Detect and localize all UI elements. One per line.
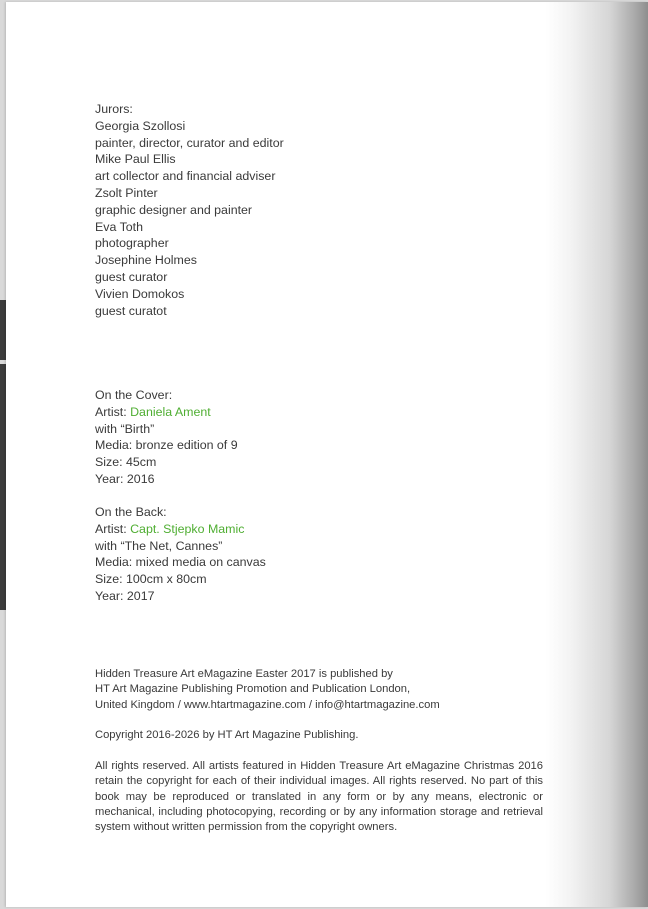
cover-artist — [95, 404, 545, 421]
publisher-line: United Kingdom / www.htartmagazine.com / info@htartmagazine.com — [95, 698, 440, 711]
juror-line: art collector and financial adviser — [95, 169, 276, 184]
back-artist-link[interactable]: Capt. Stjepko Mamic — [130, 521, 245, 536]
jurors-heading: Jurors: — [95, 102, 133, 116]
back-size: Size: 100cm x 80cm — [95, 572, 207, 587]
juror-line: photographer — [95, 236, 169, 251]
back-section — [95, 504, 545, 605]
cover-year: Year: 2016 — [95, 471, 155, 486]
back-title: with “The Net, Cannes” — [95, 538, 223, 553]
jurors-section — [95, 101, 545, 319]
artist-label: Artist: — [95, 404, 131, 419]
artist-label: Artist: — [95, 521, 131, 536]
cover-heading: On the Cover: — [95, 388, 173, 402]
back-year: Year: 2017 — [95, 588, 155, 603]
publisher-section — [95, 667, 545, 713]
cover-section — [95, 387, 545, 488]
back-heading: On the Back: — [95, 505, 167, 519]
back-artist — [95, 521, 545, 538]
juror-line: guest curator — [95, 269, 168, 284]
juror-line: Eva Toth — [95, 219, 143, 234]
document-page — [6, 2, 648, 907]
publisher-line: HT Art Magazine Publishing Promotion and Publication London, — [95, 683, 411, 696]
cover-media: Media: bronze edition of 9 — [95, 438, 238, 453]
juror-line: guest curatot — [95, 303, 167, 318]
cover-artist-link[interactable]: Daniela Ament — [130, 404, 211, 419]
cover-size: Size: 45cm — [95, 455, 157, 470]
juror-line: Mike Paul Ellis — [95, 152, 176, 167]
juror-line: Georgia Szollosi — [95, 118, 186, 133]
juror-line: painter, director, curator and editor — [95, 135, 284, 150]
juror-line: Zsolt Pinter — [95, 185, 158, 200]
publisher-line: Hidden Treasure Art eMagazine Easter 2017 is published by — [95, 668, 393, 680]
rights-paragraph: All rights reserved. All artists featured in Hidden Treasure Art eMagazine Christmas 2016 retain the copyright for each of their individual images. All rights reserved. No part of this book may be reproduced or translated in any form or by any means, electronic or mechanical, including photocopying, recording or by any information storage and retrieval system without written permission from the copyright owners. — [95, 760, 543, 834]
juror-line: Vivien Domokos — [95, 286, 185, 301]
juror-line: graphic designer and painter — [95, 202, 253, 217]
back-media: Media: mixed media on canvas — [95, 555, 266, 570]
cover-title: with “Birth” — [95, 421, 155, 436]
copyright-line: Copyright 2016-2026 by HT Art Magazine Publishing. — [95, 729, 359, 741]
copyright-section — [95, 728, 545, 743]
juror-line: Josephine Holmes — [95, 253, 197, 268]
